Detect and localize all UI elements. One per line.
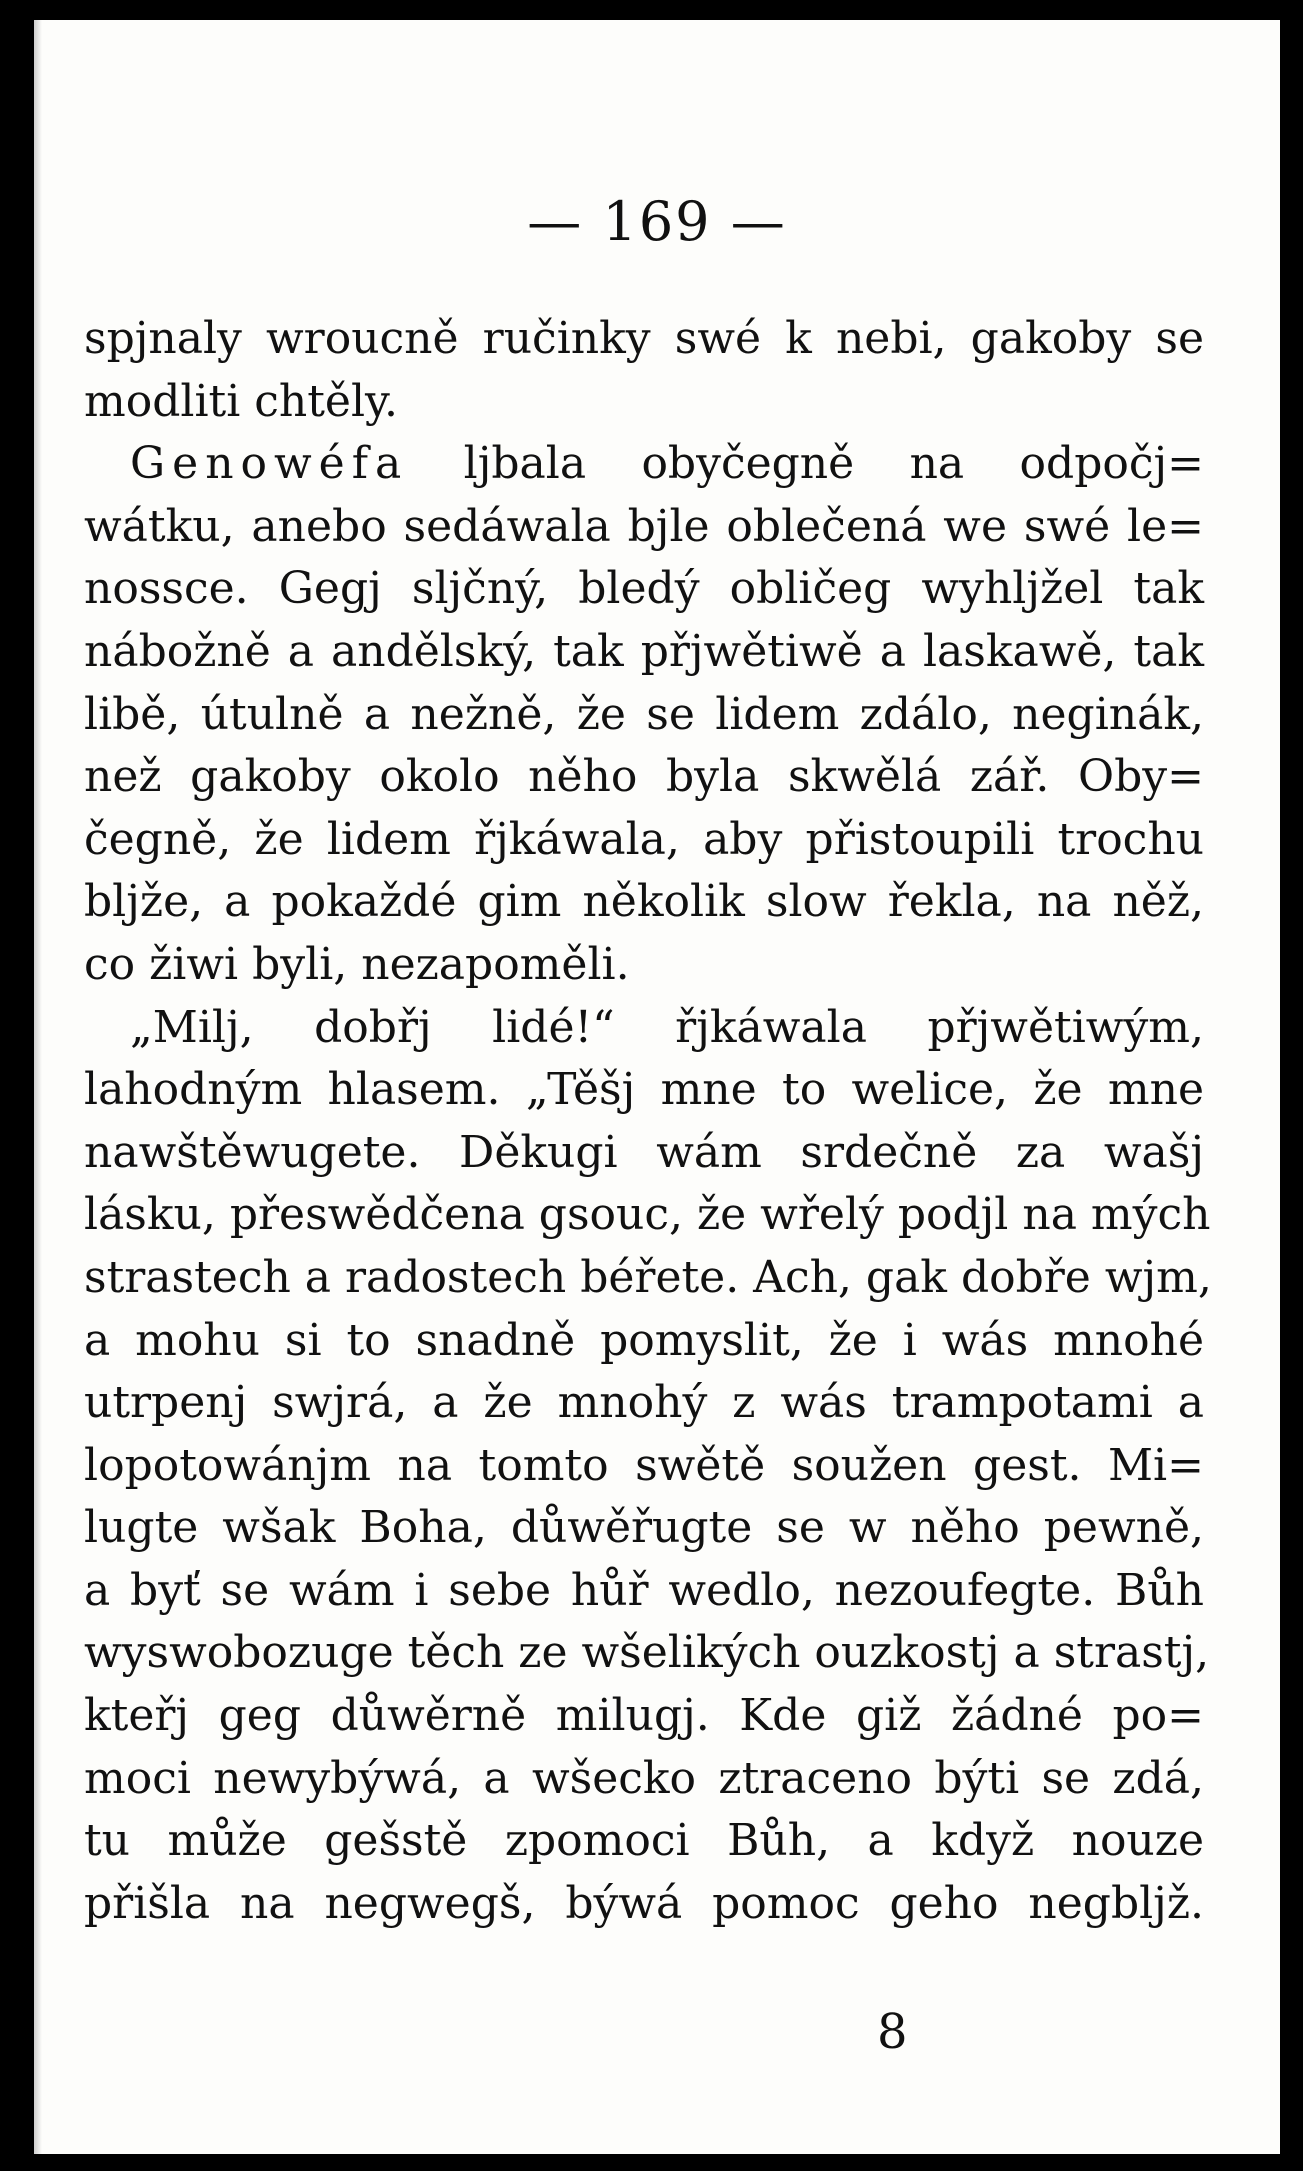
text-line: spjnaly wroucně ručinky swé k nebi, gakoby se	[84, 313, 1204, 364]
text-line: wátku, anebo sedáwala bjle oblečená we swé le=	[84, 500, 1204, 552]
text-line: strastech a radostech béřete. Ach, gak dobře wjm,	[84, 1251, 1212, 1303]
text-line: lopotowánjm na tomto swětě soužen gest. Mi=	[84, 1439, 1204, 1491]
text-line: kteřj geg důwěrně milugj. Kde giž žádné po=	[84, 1690, 1204, 1742]
text-line: libě, útulně a nežně, že se lidem zdálo, neginák,	[84, 688, 1204, 740]
text-line: lugte wšak Boha, důwěřugte se w něho pewně,	[84, 1502, 1204, 1554]
text-line: modliti chtěly.	[84, 375, 399, 427]
text-line: co žiwi byli, nezapoměli.	[84, 938, 630, 990]
text-line: čegně, že lidem řjkáwala, aby přistoupili trochu	[84, 813, 1204, 865]
book-page	[34, 20, 1280, 2154]
text-line: než gakoby okolo něho byla skwělá zář. Oby=	[84, 751, 1204, 803]
page-edge-shadow	[34, 20, 42, 2154]
text-line: utrpenj swjrá, a že mnohý z wás trampotami a	[84, 1377, 1204, 1429]
text-line: a byť se wám i sebe hůř wedlo, nezoufegte. Bůh	[84, 1564, 1204, 1616]
signature-mark: 8	[877, 2004, 908, 2060]
text-line: moci newybýwá, a wšecko ztraceno býti se zdá,	[84, 1752, 1204, 1804]
text-line: nawštěwugete. Děkugi wám srdečně za wašj	[84, 1126, 1204, 1178]
text-line: nábožně a andělský, tak přjwětiwě a laskawě, tak	[84, 625, 1204, 677]
text-line: bljže, a pokaždé gim několik slow řekla, na něž,	[84, 876, 1204, 928]
text-line: nossce. Gegj sljčný, bledý obličeg wyhljžel tak	[84, 563, 1204, 615]
text-line: lásku, přeswědčena gsouc, že wřelý podjl na mých	[84, 1189, 1211, 1241]
text-line: přišla na negwegš, býwá pomoc geho negbljž.	[84, 1877, 1204, 1929]
text-line: tu může gešstě zpomoci Bůh, a když nouze	[84, 1815, 1204, 1867]
text-line: wyswobozuge těch ze wšelikých ouzkostj a strastj,	[84, 1627, 1210, 1679]
text-line-first	[84, 433, 1204, 496]
page-number-header: — 169 —	[527, 190, 787, 253]
text-line: a mohu si to snadně pomyslit, že i wás mnohé	[84, 1314, 1204, 1366]
name-genowefa: Genowéfa	[130, 438, 409, 490]
text-line: „Milj, dobřj lidé!“ řjkáwala přjwětiwým,	[130, 1001, 1204, 1053]
text-line: lahodným hlasem. „Těšj mne to welice, že mne	[84, 1064, 1204, 1116]
body-text	[84, 308, 1212, 1935]
text-line-rest: ljbala obyčegně na odpočj=	[408, 438, 1204, 490]
